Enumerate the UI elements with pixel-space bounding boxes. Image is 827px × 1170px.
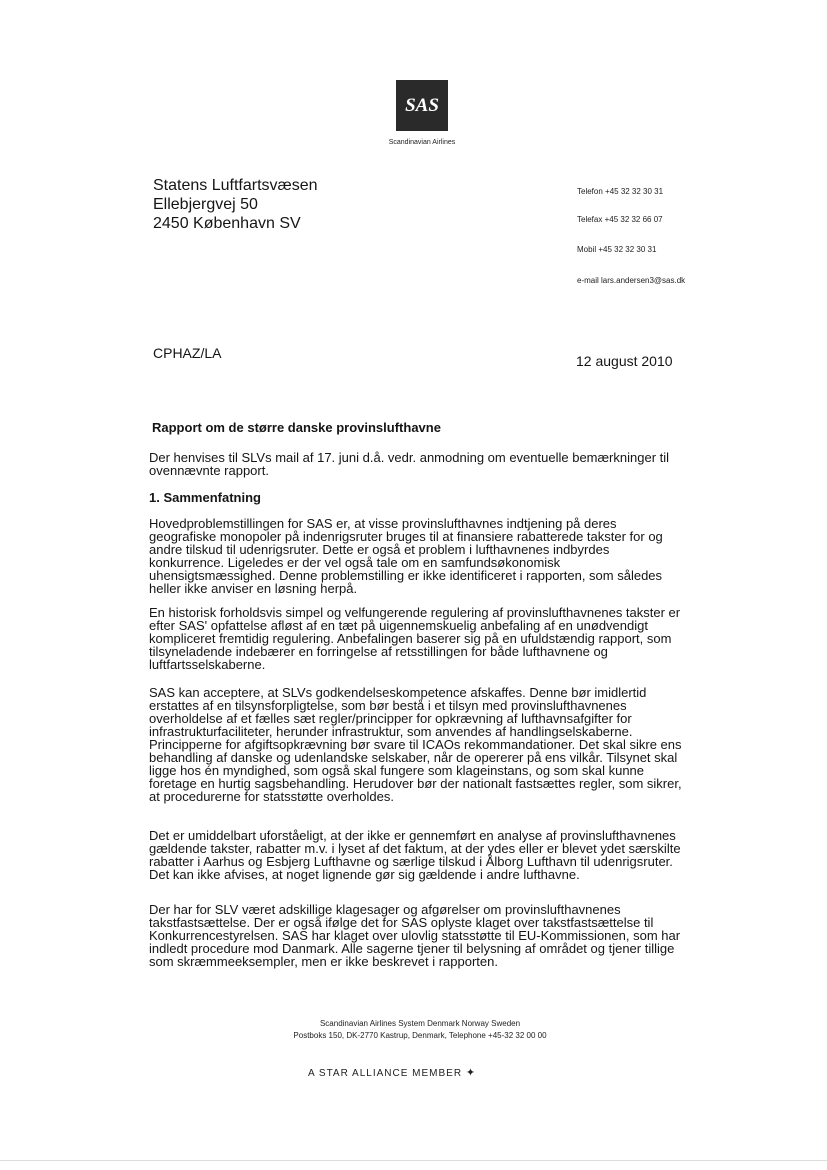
paragraph-1: Hovedproblemstillingen for SAS er, at visse provinslufthavnes indtjening på deres geografiske monopoler på indenrigsruter bruges til at finansiere rabatterede takster for og andre tilskud til udenrigsruter. Dette er også et problem i lufthavnenes indbyrdes konkurrence. Ligeledes er der vel også tale om en samfundsøkonomisk uhensigtsmæssighed. Denne problemstilling er ikke identificeret i rapporten, som således heller ikke anviser en løsning herpå. bbox=[149, 516, 663, 596]
recipient-city: 2450 København SV bbox=[153, 215, 301, 232]
footer-company: Scandinavian Airlines System Denmark Norway Sweden bbox=[319, 1019, 521, 1028]
paragraph-3: SAS kan acceptere, at SLVs godkendelseskompetence afskaffes. Denne bør imidlertid erstattes af en tilsynsforpligtelse, som bør bestå i et tilsyn med provinslufthavnenes overholdelse af et fælles sæt regler/principper for opkrævning af lufthavnsafgifter for infrastrukturfaciliteter, herunder infrastruktur, som anvendes af handlingselskaberne. Principperne for afgiftsopkrævning bør svare til ICAOs rekommandationer. Det skal sikre ens behandling af danske og udenlandske selskaber, når de opererer på ens vilkår. Tilsynet skal ligge hos én myndighed, som også skal fungere som klageinstans, og som skal kunne foretage en hurtig sagsbehandling. Herudover bør der nationalt fastsættes regler, som sikrer, at procedurerne for statsstøtte overholdes. bbox=[149, 685, 682, 804]
star-alliance bbox=[308, 1066, 476, 1079]
sas-logo bbox=[396, 80, 448, 131]
contact-mobil: Mobil +45 32 32 30 31 bbox=[577, 245, 657, 254]
recipient-street: Ellebjergvej 50 bbox=[153, 196, 258, 213]
paragraph-5: Der har for SLV været adskillige klagesager og afgørelser om provinslufthavnenes takstfastsættelse. Der er også ifølge det for SAS oplyste klaget over takstfastsættelse til Konkurrencestyrelsen. SAS har klaget over ulovlig statsstøtte til EU-Kommissionen, som har indledt procedure mod Danmark. Alle sagerne tjener til belysning af området og tjener tillige som skræmmeeksempler, men er ikke beskrevet i rapporten. bbox=[149, 902, 681, 969]
logo-text: SAS bbox=[405, 94, 439, 116]
recipient-address bbox=[153, 176, 318, 233]
star-alliance-text: A STAR ALLIANCE MEMBER bbox=[308, 1068, 463, 1079]
contact-email: e-mail lars.andersen3@sas.dk bbox=[577, 276, 686, 285]
subject-title: Rapport om de større danske provinslufthavne bbox=[152, 420, 441, 435]
section-heading: 1. Sammenfatning bbox=[149, 490, 261, 505]
paragraph-4: Det er umiddelbart uforståeligt, at der ikke er gennemført en analyse af provinslufthavnenes gældende takster, rabatter m.v. i lyset af det faktum, at der ydes eller er blevet ydet særskilte rabatter i Aarhus og Esbjerg Lufthavne og særlige tilskud i Ålborg Lufthavn til udenrigsruter. Det kan ikke afvises, at noget lignende gør sig gældende i andre lufthavne. bbox=[149, 828, 681, 882]
paragraph-2: En historisk forholdsvis simpel og velfungerende regulering af provinslufthavnenes takster er efter SAS' opfattelse afløst af en tæt på uigennemskuelig anbefaling af en unødvendigt kompliceret fremtidig regulering. Anbefalingen baserer sig på en ufuldstændig rapport, som tilsyneladende indebærer en forringelse af retsstillingen for både lufthavnene og luftfartsselskaberne. bbox=[149, 605, 681, 672]
page-edge-line bbox=[0, 1160, 827, 1161]
intro-paragraph: Der henvises til SLVs mail af 17. juni d.å. vedr. anmodning om eventuelle bemærkninger til ovennævnte rapport. bbox=[149, 450, 670, 478]
letter-date: 12 august 2010 bbox=[576, 353, 673, 369]
star-alliance-icon: ✦ bbox=[465, 1067, 477, 1079]
contact-telefax: Telefax +45 32 32 66 07 bbox=[577, 215, 663, 224]
reference: CPHAZ/LA bbox=[153, 345, 222, 361]
recipient-name: Statens Luftfartsvæsen bbox=[153, 177, 318, 194]
footer-address: Postboks 150, DK-2770 Kastrup, Denmark, Telephone +45-32 32 00 00 bbox=[293, 1031, 547, 1040]
logo-subtitle: Scandinavian Airlines bbox=[388, 139, 456, 146]
contact-telefon: Telefon +45 32 32 30 31 bbox=[577, 187, 664, 196]
